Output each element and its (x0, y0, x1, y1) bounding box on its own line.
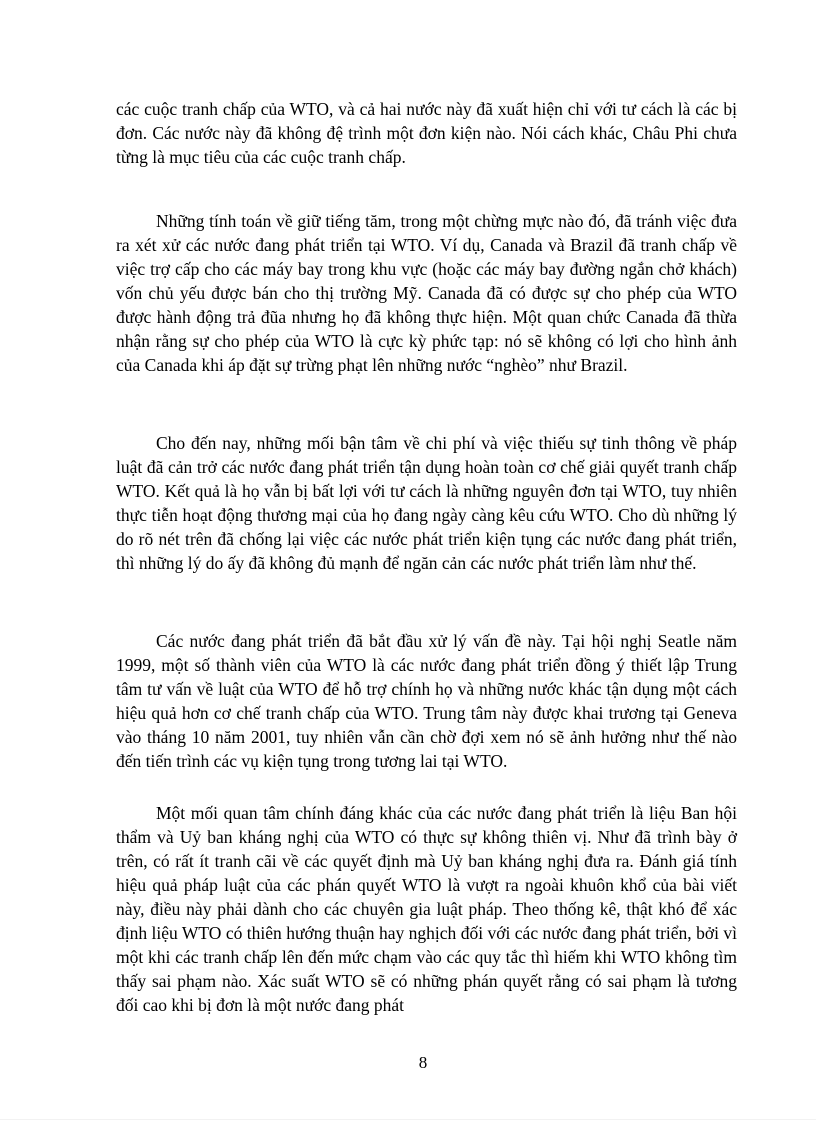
paragraph-costs: Cho đến nay, những mối bận tâm về chi phí và việc thiếu sự tinh thông về pháp luật đã cản trở các nước đang phát triển tận dụng hoàn toàn cơ chế giải quyết tranh chấp WTO. Kết quả là họ vẫn bị bất lợi với tư cách là những nguyên đơn tại WTO, tuy nhiên thực tiễn hoạt động thương mại của họ đang ngày càng kêu cứu WTO. Cho dù những lý do rõ nét trên đã chống lại việc các nước phát triển kiện tụng các nước đang phát triển, thì những lý do ấy đã không đủ mạnh để ngăn cản các nước phát triển làm như thế. (116, 433, 737, 573)
page-bottom-divider (0, 1119, 816, 1120)
page-number: 8 (418, 1053, 428, 1072)
paragraph-reputation: Những tính toán về giữ tiếng tăm, trong một chừng mực nào đó, đã tránh việc đưa ra xét xử các nước đang phát triển tại WTO. Ví dụ, Canada và Brazil đã tranh chấp về việc trợ cấp cho các máy bay trong khu vực (hoặc các máy bay đường ngắn chở khách) vốn chủ yếu được bán cho thị trường Mỹ. Canada đã có được sự cho phép của WTO được hành động trả đũa nhưng họ đã không thực hiện. Một quan chức Canada đã thừa nhận rằng sự cho phép của WTO là cực kỳ phức tạp: nó sẽ không có lợi cho hình ảnh của Canada khi áp đặt sự trừng phạt lên những nước “nghèo” như Brazil. (116, 211, 737, 375)
paragraph-continued: các cuộc tranh chấp của WTO, và cả hai nước này đã xuất hiện chỉ với tư cách là các bị đơn. Các nước này đã không đệ trình một đơn kiện nào. Nói cách khác, Châu Phi chưa từng là mục tiêu của các cuộc tranh chấp. (116, 99, 737, 167)
paragraph-advisory-centre: Các nước đang phát triển đã bắt đầu xử lý vấn đề này. Tại hội nghị Seatle năm 1999, một số thành viên của WTO là các nước đang phát triển đồng ý thiết lập Trung tâm tư vấn về luật của WTO để hỗ trợ chính họ và những nước khác tận dụng một cách hiệu quả hơn cơ chế tranh chấp của WTO. Trung tâm này được khai trương tại Geneva vào tháng 10 năm 2001, tuy nhiên vẫn cần chờ đợi xem nó sẽ ảnh hưởng như thế nào đến tiến trình các vụ kiện tụng trong tương lai tại WTO. (116, 631, 737, 771)
paragraph-impartiality: Một mối quan tâm chính đáng khác của các nước đang phát triển là liệu Ban hội thẩm và Uỷ ban kháng nghị của WTO có thực sự không thiên vị. Như đã trình bày ở trên, có rất ít tranh cãi về các quyết định mà Uỷ ban kháng nghị đưa ra. Đánh giá tính hiệu quả pháp luật của các phán quyết WTO là vượt ra ngoài khuôn khổ của bài viết này, điều này phải dành cho các chuyên gia luật pháp. Theo thống kê, thật khó để xác định liệu WTO có thiên hướng thuận hay nghịch đối với các nước đang phát triển, bởi vì một khi các tranh chấp lên đến mức chạm vào các quy tắc thì hiếm khi WTO không tìm thấy sai phạm nào. Xác suất WTO sẽ có những phán quyết rằng có sai phạm là tương đối cao khi bị đơn là một nước đang phát (116, 803, 737, 1015)
